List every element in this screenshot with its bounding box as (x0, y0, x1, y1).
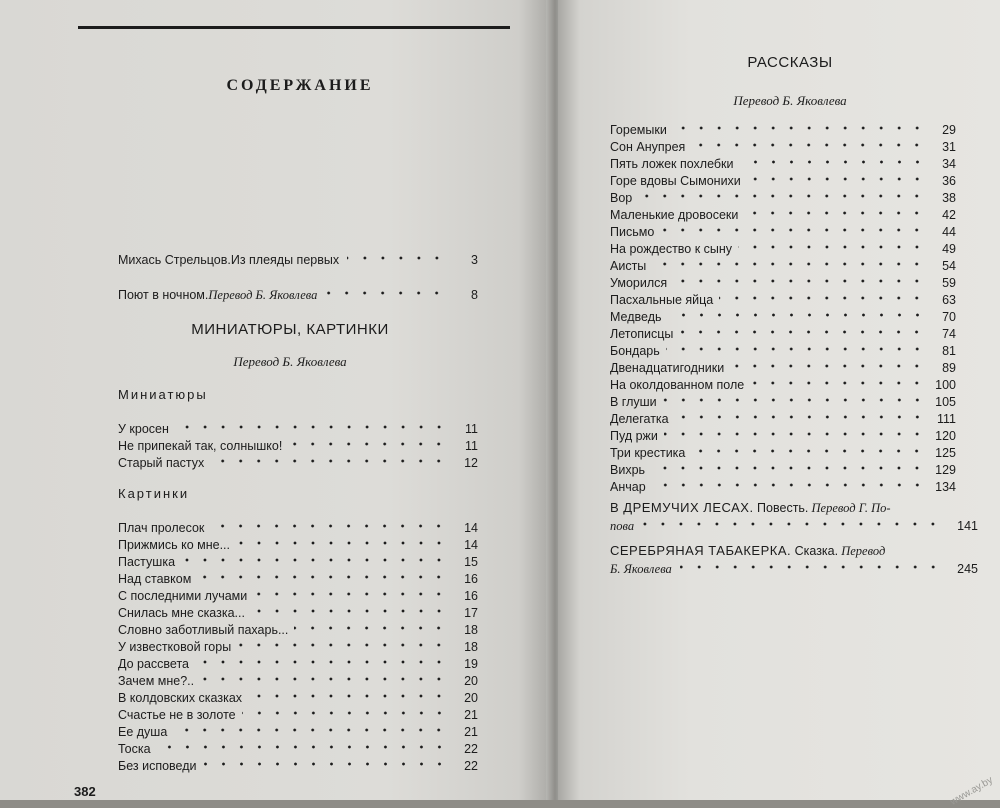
toc-entry-page: 36 (942, 174, 956, 188)
toc-entry (610, 258, 956, 275)
dot-leader (248, 690, 448, 702)
toc-entry (610, 377, 956, 394)
dot-leader (642, 518, 942, 530)
dot-leader (197, 571, 448, 583)
toc-entry-page: 105 (935, 395, 956, 409)
dot-leader (651, 462, 926, 474)
section-title-miniatures: МИНИАТЮРЫ, КАРТИНКИ (191, 321, 389, 338)
toc-entry (610, 411, 956, 428)
toc-entry-title: У известковой горы (118, 640, 232, 654)
toc-entry-page: 22 (464, 759, 478, 773)
toc-entry-page: 31 (942, 140, 956, 154)
dot-leader (673, 122, 926, 134)
toc-entry-page: 8 (471, 288, 478, 302)
toc-entry-front-2 (118, 287, 478, 303)
toc-entry-title: Снилась мне сказка... (118, 606, 245, 620)
toc-entry (610, 326, 956, 343)
toc-entry (610, 309, 956, 326)
toc-entry-page: 20 (464, 674, 478, 688)
toc-entry-title: Пасхальные яйца (610, 293, 714, 307)
toc-entry-title: Тоска (118, 742, 151, 756)
toc-entry (118, 639, 478, 656)
toc-entry-page: 20 (464, 691, 478, 705)
toc-entry-title: Старый пастух (118, 456, 205, 470)
toc-entry-title: Аисты (610, 259, 647, 273)
dot-leader (173, 724, 448, 736)
toc-entry (118, 438, 478, 455)
toc-entry-page: 15 (464, 555, 478, 569)
toc-entry-title: Пастушка (118, 555, 176, 569)
toc-entry-title: В колдовских сказках (118, 691, 243, 705)
toc-entry (610, 156, 956, 173)
toc-entry-front-1 (118, 252, 478, 267)
work-title: В ДРЕМУЧИХ ЛЕСАХ. (610, 500, 754, 515)
dot-leader (747, 173, 926, 185)
toc-entry-page: 34 (942, 157, 956, 171)
toc-entry-page: 74 (942, 327, 956, 341)
toc-entry-page: 44 (942, 225, 956, 239)
dot-leader (675, 411, 926, 423)
dot-leader (203, 758, 449, 770)
dot-leader (744, 207, 926, 219)
toc-entry-page: 21 (464, 708, 478, 722)
toc-entry (610, 173, 956, 190)
toc-entry-page: 59 (942, 276, 956, 290)
dot-leader (236, 537, 448, 549)
toc-entry-title: Пять ложек похлебки (610, 157, 734, 171)
toc-entry-page: 81 (942, 344, 956, 358)
dot-leader (738, 241, 926, 253)
toc-entry-title: Ее душа (118, 725, 168, 739)
toc-entry-page: 89 (942, 361, 956, 375)
toc-entry-title: Бондарь (610, 344, 660, 358)
dot-leader (719, 292, 926, 304)
miniatures-list (118, 421, 478, 472)
toc-entry-page: 134 (935, 480, 956, 494)
toc-entry (610, 241, 956, 258)
toc-entry-title: До рассвета (118, 657, 190, 671)
toc-entry (610, 207, 956, 224)
toc-entry-page: 100 (935, 378, 956, 392)
toc-entry-tale (610, 543, 978, 577)
watermark: www.ay.by (948, 774, 995, 808)
toc-entry-page: 38 (942, 191, 956, 205)
toc-entry-page: 12 (464, 456, 478, 470)
toc-entry-page: 18 (464, 623, 478, 637)
toc-entry-title: Счастье не в золоте (118, 708, 236, 722)
dot-leader (157, 741, 448, 753)
stories-list (610, 122, 956, 496)
toc-entry-title: Письмо (610, 225, 655, 239)
toc-entry (118, 673, 478, 690)
toc-entry-novella (610, 500, 978, 534)
toc-entry-title: У кросен (118, 422, 169, 436)
dot-leader (200, 673, 448, 685)
toc-entry (610, 224, 956, 241)
toc-entry-page: 3 (471, 253, 478, 267)
dot-leader (679, 326, 926, 338)
toc-entry-page: 16 (464, 572, 478, 586)
toc-entry (610, 139, 956, 156)
toc-entry (118, 622, 478, 639)
toc-entry (118, 605, 478, 622)
dot-leader (652, 258, 926, 270)
toc-entry-title: Три крестика (610, 446, 686, 460)
toc-entry-page: 17 (464, 606, 478, 620)
toc-entry-page: 111 (936, 412, 956, 426)
toc-entry (610, 394, 956, 411)
toc-entry-title: С последними лучами (118, 589, 248, 603)
toc-entry-page: 11 (465, 439, 478, 453)
stories-translator: Перевод Б. Яковлева (733, 93, 847, 108)
dot-leader (730, 360, 926, 372)
toc-entry-title: Анчар (610, 480, 646, 494)
toc-entry-title: Двенадцатигодники (610, 361, 725, 375)
toc-entry-title: Делегатка (610, 412, 669, 426)
toc-entry-title: На околдованном поле (610, 378, 745, 392)
dot-leader (691, 445, 926, 457)
subsection-label-pictures: Картинки (118, 486, 190, 501)
toc-entry-title: В глуши (610, 395, 657, 409)
toc-entry (118, 455, 478, 472)
toc-entry (610, 479, 956, 496)
toc-entry-title: Над ставком (118, 572, 192, 586)
toc-entry (610, 428, 956, 445)
dot-leader (666, 343, 926, 355)
work-page: 141 (957, 519, 978, 533)
toc-entry-page: 63 (942, 293, 956, 307)
toc-entry (118, 724, 478, 741)
work-translation: Перевод Г. По- (808, 501, 891, 515)
toc-entry-page: 21 (464, 725, 478, 739)
work-genre: Повесть. (753, 501, 809, 515)
pictures-list (118, 520, 478, 775)
toc-entry-title: Горемыки (610, 123, 667, 137)
dot-leader (652, 479, 926, 491)
dot-leader (325, 287, 446, 299)
toc-entry (610, 445, 956, 462)
toc-entry-page: 14 (464, 538, 478, 552)
dot-leader (175, 421, 448, 433)
toc-entry (118, 707, 478, 724)
toc-entry-page: 11 (465, 422, 478, 436)
work-title: СЕРЕБРЯНАЯ ТАБАКЕРКА. (610, 543, 792, 558)
toc-entry (610, 462, 956, 479)
toc-entry-page: 54 (942, 259, 956, 273)
toc-entry-title: Плач пролесок (118, 521, 205, 535)
toc-entry (610, 360, 956, 377)
section-translator: Перевод Б. Яковлева (233, 354, 347, 369)
toc-entry (118, 690, 478, 707)
dot-leader (680, 561, 942, 573)
toc-entry (610, 275, 956, 292)
toc-entry-page: 19 (464, 657, 478, 671)
page-number: 382 (74, 784, 96, 799)
dot-leader (673, 275, 926, 287)
header-rule (78, 26, 510, 29)
toc-entry-page: 18 (464, 640, 478, 654)
toc-entry-page: 49 (942, 242, 956, 256)
dot-leader (242, 707, 448, 719)
toc-entry (610, 292, 956, 309)
dot-leader (288, 438, 448, 450)
toc-entry-author: Михась Стрельцов. (118, 253, 231, 267)
toc-entry-title: Словно заботливый пахарь... (118, 623, 289, 637)
toc-entry-title: Уморился (610, 276, 668, 290)
toc-entry-page: 42 (942, 208, 956, 222)
toc-entry-page: 120 (935, 429, 956, 443)
dot-leader (210, 520, 448, 532)
toc-entry-title: Вихрь (610, 463, 646, 477)
toc-entry (118, 554, 478, 571)
dot-leader (294, 622, 448, 634)
dot-leader (181, 554, 448, 566)
dot-leader (750, 377, 926, 389)
toc-entry (118, 421, 478, 438)
toc-entry (610, 343, 956, 360)
toc-entry (610, 190, 956, 207)
subsection-label-miniatures: Миниатюры (118, 387, 208, 402)
toc-entry-title: Поют в ночном. (118, 288, 209, 302)
dot-leader (663, 394, 926, 406)
work-translation: Перевод (838, 544, 886, 558)
toc-entry-title: Сон Анупрея (610, 140, 686, 154)
toc-entry-title: Летописцы (610, 327, 674, 341)
toc-entry-page: 129 (935, 463, 956, 477)
dot-leader (195, 656, 448, 668)
toc-entry-page: 14 (464, 521, 478, 535)
toc-entry (118, 537, 478, 554)
toc-entry-title: Медведь (610, 310, 662, 324)
toc-entry (118, 741, 478, 758)
toc-entry-page: 16 (464, 589, 478, 603)
toc-entry (118, 758, 478, 775)
toc-entry-title: Пуд ржи (610, 429, 658, 443)
dot-leader (253, 588, 448, 600)
dot-leader (347, 252, 446, 264)
section-title-stories: РАССКАЗЫ (747, 54, 833, 71)
toc-entry (118, 571, 478, 588)
dot-leader (660, 224, 926, 236)
work-page: 245 (957, 562, 978, 576)
work-translation-cont: пова (610, 519, 635, 533)
toc-entry-title: Не припекай так, солнышко! (118, 439, 283, 453)
toc-entry (118, 656, 478, 673)
toc-entry-page: 125 (935, 446, 956, 460)
dot-leader (251, 605, 448, 617)
toc-entry-page: 70 (942, 310, 956, 324)
work-genre: Сказка. (791, 544, 839, 558)
dot-leader (237, 639, 448, 651)
toc-entry (610, 122, 956, 139)
dot-leader (668, 309, 926, 321)
toc-entry-page: 29 (942, 123, 956, 137)
toc-entry-translation: Перевод Б. Яковлева (208, 288, 318, 302)
toc-entry-title: Из плеяды первых (230, 253, 340, 267)
work-translation-cont: Б. Яковлева (610, 562, 672, 576)
dot-leader (664, 428, 926, 440)
contents-heading: СОДЕРЖАНИЕ (226, 77, 374, 94)
dot-leader (740, 156, 926, 168)
dot-leader (638, 190, 926, 202)
toc-entry (118, 588, 478, 605)
toc-entry-title: Маленькие дровосеки (610, 208, 739, 222)
toc-entry-title: Горе вдовы Сымонихи (610, 174, 741, 188)
dot-leader (691, 139, 926, 151)
toc-entry-title: Без исповеди (118, 759, 197, 773)
toc-entry-title: Зачем мне?.. (118, 674, 195, 688)
toc-entry-title: На рождество к сыну (610, 242, 733, 256)
toc-entry (118, 520, 478, 537)
dot-leader (210, 455, 448, 467)
toc-entry-page: 22 (464, 742, 478, 756)
toc-entry-title: Прижмись ко мне... (118, 538, 230, 552)
toc-entry-title: Вор (610, 191, 633, 205)
